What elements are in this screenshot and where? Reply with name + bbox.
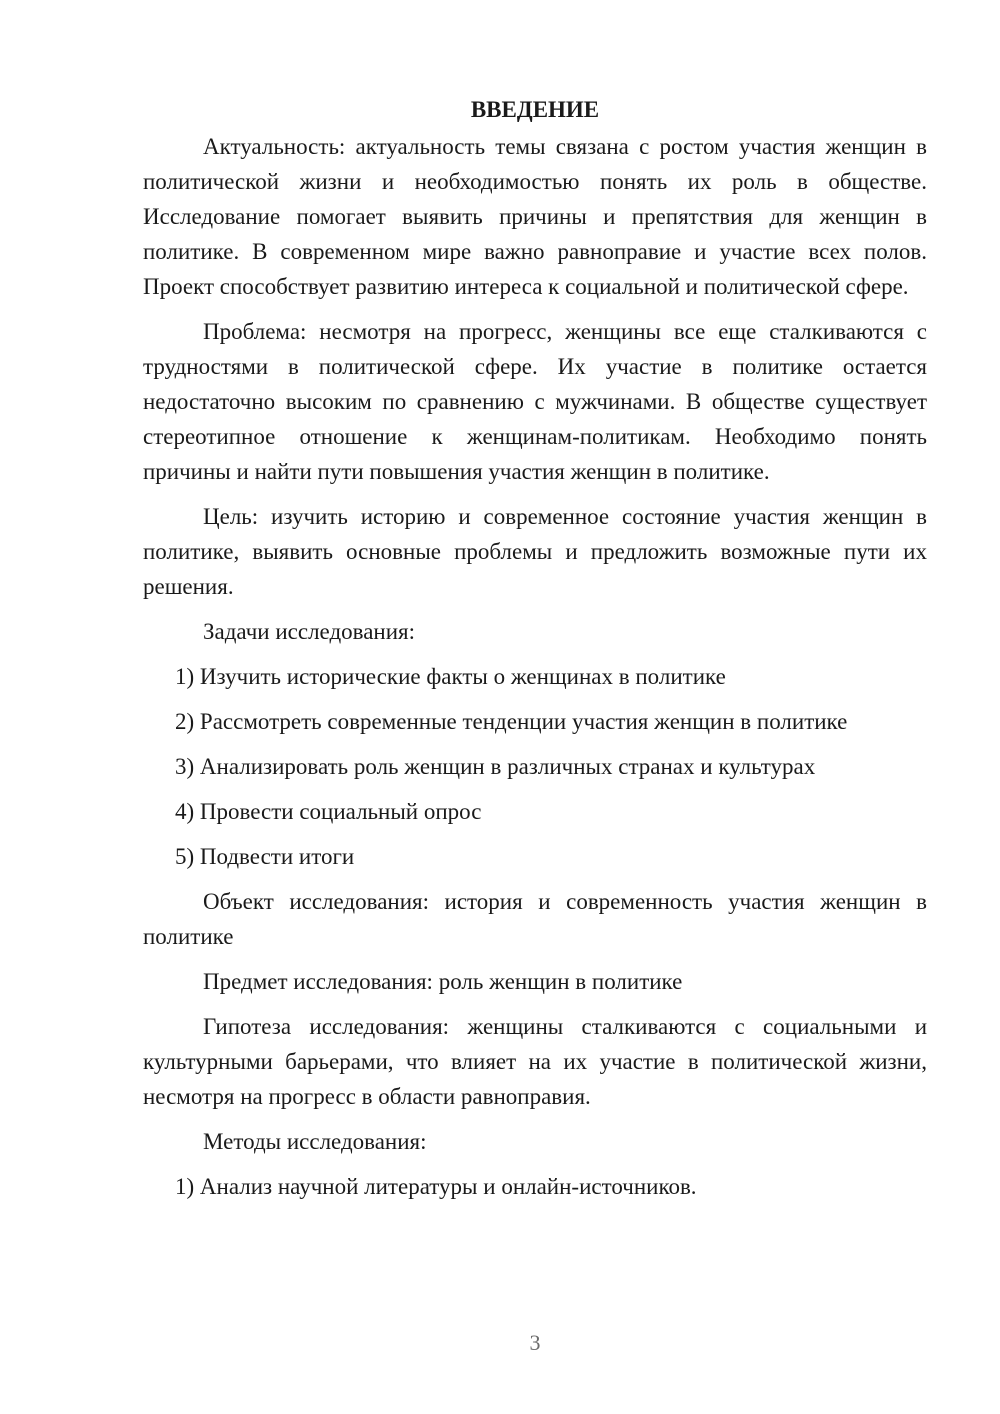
paragraph-goal: Цель: изучить историю и современное состояние участия женщин в политике, выявить основные проблемы и предложить возможные пути их решения. [143, 504, 927, 599]
paragraph-relevance: Актуальность: актуальность темы связана с ростом участия женщин в политической жизни и необходимостью понять их роль в обществе. Исследование помогает выявить причины и препятствия для женщин в политике. В современном мире важно равноправие и участие всех полов. Проект способствует развитию интереса к социальной и политической сфере. [143, 134, 927, 299]
list-item: 1) Анализ научной литературы и онлайн-источников. [175, 1174, 697, 1199]
list-item: 4) Провести социальный опрос [175, 799, 482, 824]
document-page [143, 92, 927, 1214]
methods-list [143, 1169, 927, 1204]
paragraph-hypothesis: Гипотеза исследования: женщины сталкиваются с социальными и культурными барьерами, что влияет на их участие в политической жизни, несмотря на прогресс в области равноправия. [143, 1014, 927, 1109]
list-item: 1) Изучить исторические факты о женщинах в политике [175, 664, 726, 689]
list-item: 2) Рассмотреть современные тенденции участия женщин в политике [175, 709, 848, 734]
methods-heading: Методы исследования: [203, 1129, 427, 1154]
paragraph-subject: Предмет исследования: роль женщин в политике [203, 969, 683, 994]
tasks-list [143, 659, 927, 874]
list-item: 5) Подвести итоги [175, 844, 355, 869]
section-title: ВВЕДЕНИЕ [470, 97, 600, 122]
list-item: 3) Анализировать роль женщин в различных странах и культурах [175, 754, 816, 779]
page-number: 3 [529, 1330, 541, 1355]
tasks-heading: Задачи исследования: [203, 619, 416, 644]
paragraph-problem: Проблема: несмотря на прогресс, женщины все еще сталкиваются с трудностями в политической сфере. Их участие в политике остается недостаточно высоким по сравнению с мужчинами. В обществе существует стереотипное отношение к женщинам-политикам. Необходимо понять причины и найти пути повышения участия женщин в политике. [143, 319, 927, 484]
paragraph-object: Объект исследования: история и современность участия женщин в политике [143, 889, 927, 949]
